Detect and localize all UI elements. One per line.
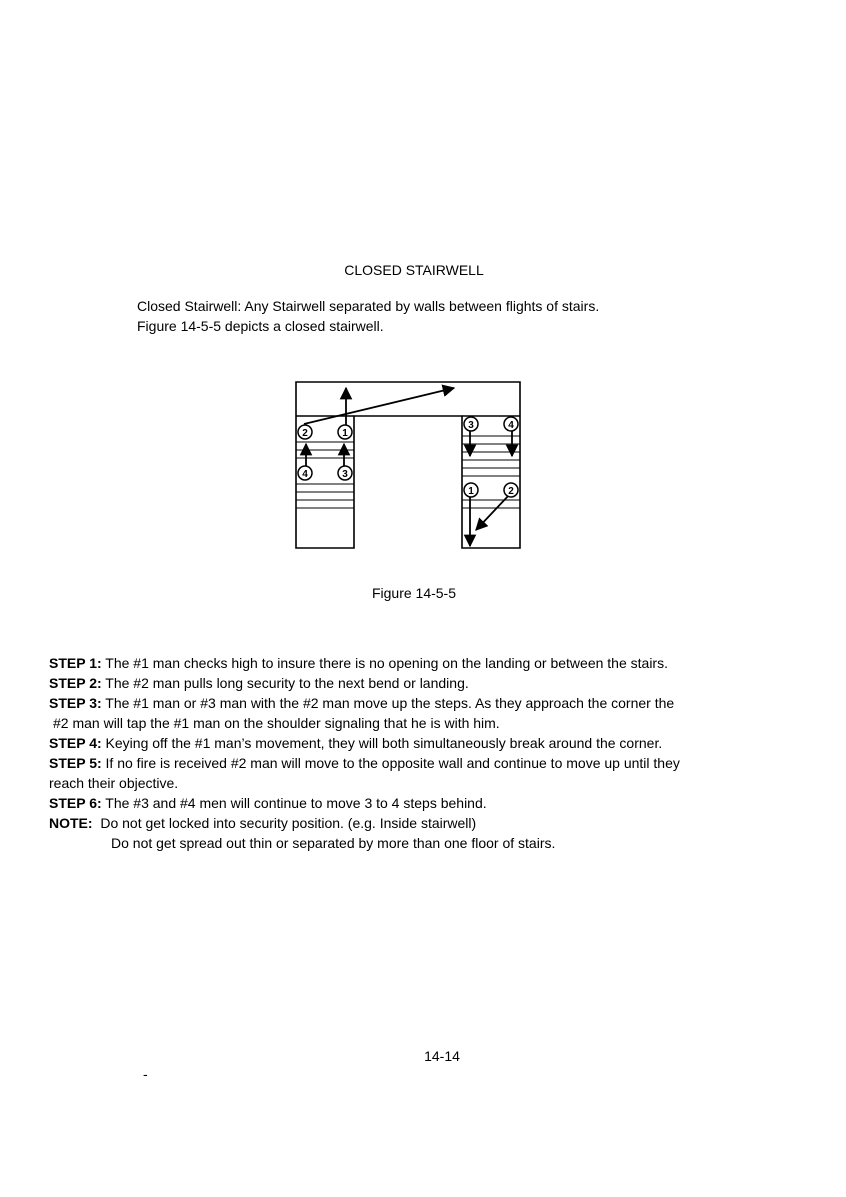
step-text: The #1 man checks high to insure there is no opening on the landing or between the stairs. bbox=[101, 655, 668, 671]
step-label: STEP 5: bbox=[49, 755, 102, 771]
step-line bbox=[49, 673, 809, 693]
note-label: NOTE: bbox=[49, 815, 93, 831]
step-text: If no fire is received #2 man will move to the opposite wall and continue to move up until they bbox=[101, 755, 680, 771]
stairwell-outline bbox=[296, 382, 520, 548]
marker-4-left bbox=[298, 466, 312, 480]
svg-text:3: 3 bbox=[468, 420, 474, 431]
marker-1-left bbox=[338, 425, 352, 439]
figure-caption: Figure 14-5-5 bbox=[371, 585, 457, 601]
arrow-diagonal-top bbox=[304, 388, 454, 424]
closed-stairwell-diagram bbox=[294, 380, 522, 552]
note-line bbox=[49, 833, 809, 853]
page-title: CLOSED STAIRWELL bbox=[344, 262, 484, 278]
marker-2-left bbox=[298, 425, 312, 439]
marker-1-right bbox=[464, 483, 478, 497]
note-text: Do not get locked into security position. (e.g. Inside stairwell) bbox=[92, 815, 477, 831]
step-line bbox=[49, 653, 809, 673]
marker-3-left bbox=[338, 466, 352, 480]
svg-text:2: 2 bbox=[302, 428, 308, 439]
steps-list bbox=[49, 653, 809, 853]
step-text: #2 man will tap the #1 man on the shoulder signaling that he is with him. bbox=[53, 715, 500, 731]
step-label: STEP 3: bbox=[49, 695, 102, 711]
step-text: Keying off the #1 man’s movement, they will both simultaneously break around the corner. bbox=[101, 735, 663, 751]
step-line bbox=[49, 753, 809, 773]
svg-text:1: 1 bbox=[468, 486, 474, 497]
step-label: STEP 2: bbox=[49, 675, 102, 691]
step-line bbox=[49, 713, 809, 733]
step-text: The #1 man or #3 man with the #2 man move up the steps. As they approach the corner the bbox=[101, 695, 675, 711]
step-line bbox=[49, 793, 809, 813]
step-label: STEP 4: bbox=[49, 735, 102, 751]
step-label: STEP 6: bbox=[49, 795, 102, 811]
svg-text:4: 4 bbox=[302, 469, 308, 480]
step-label: STEP 1: bbox=[49, 655, 102, 671]
page-number: 14-14 bbox=[424, 1048, 460, 1064]
step-line bbox=[49, 773, 809, 793]
step-line bbox=[49, 733, 809, 753]
note-line bbox=[49, 813, 809, 833]
intro-line-2: Figure 14-5-5 depicts a closed stairwell. bbox=[137, 318, 384, 334]
step-text: reach their objective. bbox=[49, 775, 179, 791]
arrow-diagonal-2 bbox=[476, 494, 510, 530]
step-text: The #2 man pulls long security to the next bend or landing. bbox=[101, 675, 469, 691]
svg-text:3: 3 bbox=[342, 469, 348, 480]
note-text: Do not get spread out thin or separated by more than one floor of stairs. bbox=[111, 835, 556, 851]
marker-3-right bbox=[464, 417, 478, 431]
marker-4-right bbox=[504, 417, 518, 431]
step-line bbox=[49, 693, 809, 713]
footer-mark: - bbox=[143, 1066, 148, 1082]
intro-line-1: Closed Stairwell: Any Stairwell separated by walls between flights of stairs. bbox=[137, 298, 600, 314]
svg-text:2: 2 bbox=[508, 486, 514, 497]
svg-text:4: 4 bbox=[508, 420, 514, 431]
svg-text:1: 1 bbox=[342, 428, 348, 439]
step-text: The #3 and #4 men will continue to move 3 to 4 steps behind. bbox=[101, 795, 487, 811]
marker-2-right bbox=[504, 483, 518, 497]
